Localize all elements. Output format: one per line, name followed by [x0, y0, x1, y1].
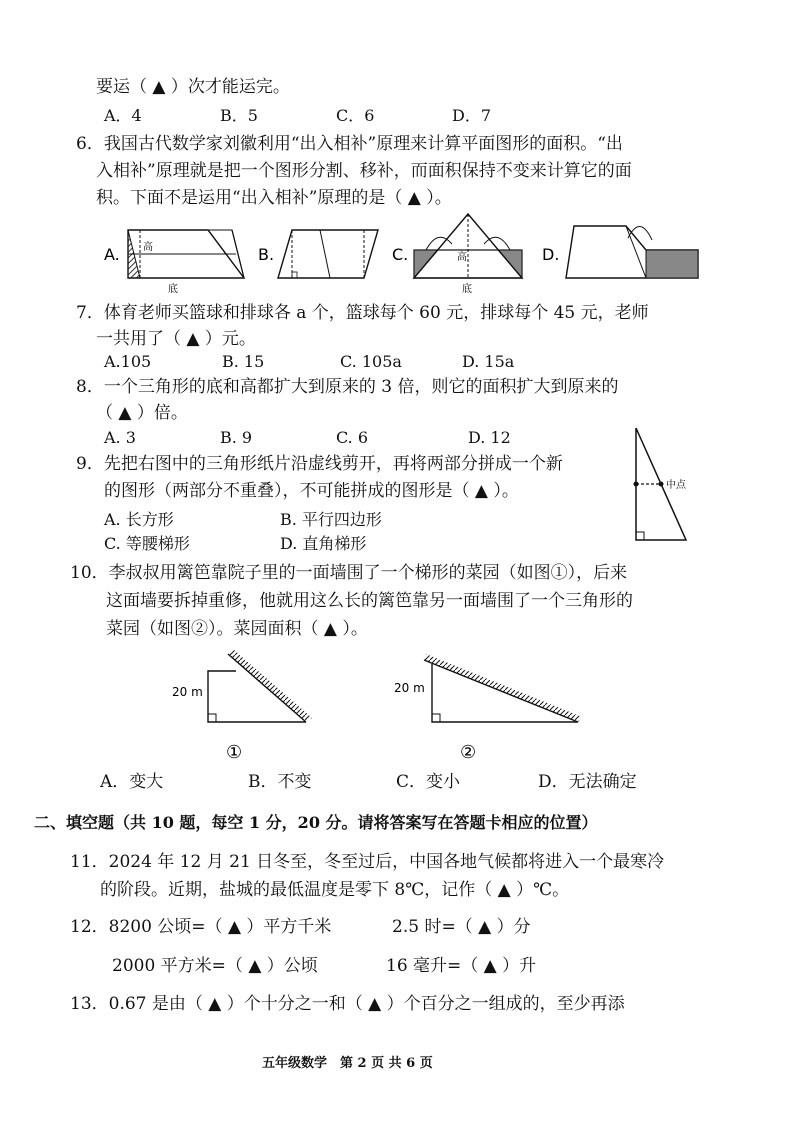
q10-fig2-label: 20 m: [394, 681, 425, 695]
q12-part-d: 16 毫升=（ ▲ ）升: [386, 956, 537, 976]
q6-figures: [0, 210, 794, 300]
q10-line-3: 菜园（如图②）。菜园面积（ ▲ ）。: [106, 619, 368, 639]
q8-line-2: （ ▲ ）倍。: [96, 403, 188, 423]
q6-figure-a: [128, 230, 244, 295]
q6-fig-d-label: D.: [542, 245, 560, 264]
q10-fig2-caption: ②: [460, 742, 477, 763]
q10-line-1: 10．李叔叔用篱笆靠院子里的一面墙围了一个梯形的菜园（如图①），后来: [70, 563, 628, 583]
q12-part-c: 2000 平方米=（ ▲ ）公顷: [112, 956, 318, 976]
q7-line-2: 一共用了（ ▲ ）元。: [96, 329, 256, 349]
q12-part-a: 12．8200 公顷=（ ▲ ）平方千米: [70, 917, 332, 937]
q6-figure-b: [278, 230, 378, 278]
q10-option-a: A．变大: [100, 772, 164, 792]
q6-line-2: 入相补”原理就是把一个图形分割、移补，而面积保持不变来计算它的面: [96, 161, 632, 181]
q10-option-b: B．不变: [248, 772, 312, 792]
q7-option-b: B. 15: [222, 352, 265, 371]
q7-line-1: 7．体育老师买篮球和排球各 a 个，篮球每个 60 元，排球每个 45 元，老师: [76, 303, 649, 323]
q8-option-d: D. 12: [468, 428, 511, 447]
q9-option-a: A. 长方形: [104, 510, 174, 529]
q5-option-b: B．5: [220, 106, 258, 125]
q9-option-c: C. 等腰梯形: [104, 534, 190, 553]
q8-option-a: A. 3: [104, 428, 136, 447]
section-2-title: 二、填空题（共 10 题，每空 1 分，20 分。请将答案写在答题卡相应的位置）: [34, 813, 598, 832]
q10-fig1-caption: ①: [226, 742, 243, 763]
q8-line-1: 8．一个三角形的底和高都扩大到原来的 3 倍，则它的面积扩大到原来的: [76, 377, 619, 397]
q10-figures: [0, 650, 794, 770]
page-footer: 五年级数学 第 2 页 共 6 页: [262, 1056, 433, 1071]
q7-option-c: C. 105a: [340, 352, 402, 371]
q6-fig-c-gao: 高: [457, 252, 467, 263]
q9-line-2: 的图形（两部分不重叠），不可能拼成的图形是（ ▲ ）。: [104, 481, 519, 501]
q8-option-b: B. 9: [220, 428, 253, 447]
q9-option-b: B. 平行四边形: [280, 510, 382, 529]
q6-fig-b-label: B.: [258, 245, 275, 264]
q13-line-1: 13．0.67 是由（ ▲ ）个十分之一和（ ▲ ）个百分之一组成的，至少再添: [70, 994, 625, 1014]
q10-line-2: 这面墙要拆掉重修，他就用这么长的篱笆靠另一面墙围了一个三角形的: [106, 591, 633, 611]
q9-midpoint-label: 中点: [666, 480, 686, 491]
q10-option-c: C．变小: [396, 772, 461, 792]
q7-option-d: D. 15a: [462, 352, 515, 371]
q6-fig-a-gao: 高: [143, 242, 153, 253]
q5-option-a: A．4: [104, 106, 142, 125]
q10-fig1-label: 20 m: [172, 685, 203, 699]
q6-line-3: 积。下面不是运用“出入相补”原理的是（ ▲ ）。: [96, 188, 452, 208]
q6-fig-a-label: A.: [104, 245, 120, 264]
q10-figure-1: [172, 650, 312, 763]
q11-line-1: 11．2024 年 12 月 21 日冬至，冬至过后，中国各地气候都将进入一个最寒冷: [70, 852, 665, 872]
q9-line-1: 9．先把右图中的三角形纸片沿虚线剪开，再将两部分拼成一个新: [76, 454, 563, 474]
q6-fig-a-di: 底: [168, 284, 178, 295]
q6-figure-c: [414, 214, 522, 295]
q6-figure-d: [566, 226, 698, 278]
q6-fig-c-label: C.: [392, 245, 409, 264]
q7-option-a: A.105: [104, 352, 152, 371]
q5-tail: 要运（ ▲ ）次才能运完。: [96, 77, 290, 97]
q6-line-1: 6．我国古代数学家刘徽利用“出入相补”原理来计算平面图形的面积。“出: [76, 134, 623, 154]
q10-option-d: D．无法确定: [538, 772, 637, 792]
q6-fig-c-di: 底: [462, 284, 472, 295]
q5-option-d: D．7: [452, 106, 492, 125]
q11-line-2: 的阶段。近期，盐城的最低温度是零下 8℃，记作（ ▲ ）℃。: [100, 880, 570, 900]
q10-figure-2: [394, 654, 582, 763]
q8-option-c: C. 6: [336, 428, 369, 447]
q9-triangle-figure: [620, 422, 710, 552]
q12-part-b: 2.5 时=（ ▲ ）分: [392, 917, 531, 937]
q5-option-c: C．6: [336, 106, 375, 125]
q9-option-d: D. 直角梯形: [280, 534, 367, 553]
